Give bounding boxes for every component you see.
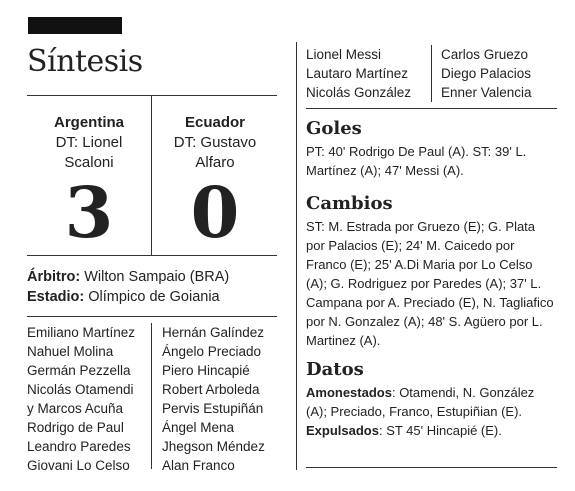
referee-label: Árbitro: — [27, 269, 81, 285]
datos-expulsados — [306, 421, 556, 440]
player-name: Pervis Estupiñán — [162, 401, 264, 416]
player-name: Lionel Messi — [306, 47, 382, 62]
divider-column — [296, 42, 297, 470]
player-name: Nahuel Molina — [27, 344, 114, 359]
datos-amonestados — [306, 383, 556, 421]
lineup-argentina-part1 — [27, 323, 135, 475]
datos-heading: Datos — [306, 359, 364, 380]
player-name: Alan Franco — [162, 458, 235, 473]
divider-top — [27, 95, 277, 96]
player-name: Leandro Paredes — [27, 439, 131, 454]
player-name: Giovani Lo Celso — [27, 458, 130, 473]
team-home — [27, 113, 151, 173]
divider-lineups-vertical — [151, 323, 152, 469]
player-name: Piero Hincapié — [162, 363, 250, 378]
team-away-coach-line2: Alfaro — [195, 154, 235, 171]
divider-lineups-vertical-2 — [431, 45, 432, 102]
player-name: Nicolás González — [306, 85, 412, 100]
goles-text: PT: 40' Rodrigo De Paul (A). ST: 39' L. Martínez (A); 47' Messi (A). — [306, 144, 527, 178]
expulsados-text: : ST 45' Hincapié (E). — [378, 423, 502, 438]
referee-value: Wilton Sampaio (BRA) — [84, 269, 230, 285]
player-name: Ángel Mena — [162, 420, 235, 435]
player-name: Rodrigo de Paul — [27, 420, 124, 435]
stadium-label: Estadio: — [27, 289, 85, 305]
score-away: 0 — [190, 171, 240, 254]
stadium-line — [27, 287, 220, 307]
player-name: Jhegson Méndez — [162, 439, 265, 454]
team-home-coach-line1: DT: Lionel — [55, 134, 123, 151]
player-name: Hernán Galíndez — [162, 325, 265, 340]
lineup-ecuador-part1 — [162, 323, 265, 475]
player-name: Nicolás Otamendi — [27, 382, 134, 397]
divider-lineups — [27, 316, 277, 317]
divider-right-bottom — [306, 467, 557, 468]
team-away-coach-line1: DT: Gustavo — [173, 134, 257, 151]
team-away — [153, 113, 277, 173]
expulsados-label: Expulsados — [306, 423, 379, 438]
score-home: 3 — [64, 171, 114, 254]
goles-heading: Goles — [306, 118, 362, 139]
cambios-text: ST: M. Estrada por Gruezo (E); G. Plata por Palacios (E); 24' M. Caicedo por Franco (E); 25' A.Di Maria por Lo Celso (A); G. Rodriguez por Paredes (A); 37' L. Campana por A. Preciado (E), N. Tagliafico por N. Gonzalez (A); 48' S. Agüero por L. Martinez (A). — [306, 219, 554, 348]
player-name: Ángelo Preciado — [162, 344, 262, 359]
player-name: y Marcos Acuña — [27, 401, 124, 416]
section-marker-bar — [28, 17, 122, 34]
lineup-ecuador-part2 — [441, 45, 532, 102]
player-name: Diego Palacios — [441, 66, 532, 81]
stadium-value: Olímpico de Goiania — [88, 289, 220, 305]
player-name: Carlos Gruezo — [441, 47, 529, 62]
divider-teams — [151, 95, 152, 255]
cambios-heading: Cambios — [306, 193, 393, 214]
player-name: Lautaro Martínez — [306, 66, 409, 81]
divider-scores — [27, 255, 277, 256]
player-name: Emiliano Martínez — [27, 325, 136, 340]
team-home-name: Argentina — [53, 114, 124, 131]
team-home-coach-line2: Scaloni — [64, 154, 114, 171]
team-away-name: Ecuador — [184, 114, 245, 131]
lineup-argentina-part2 — [306, 45, 411, 102]
referee-line — [27, 267, 229, 287]
player-name: Enner Valencia — [441, 85, 532, 100]
player-name: Germán Pezzella — [27, 363, 131, 378]
amonestados-label: Amonestados — [306, 385, 392, 400]
amonestados-text: : Otamendi, N. González (A); Preciado, Franco, Estupiñian (E). — [306, 385, 535, 419]
player-name: Robert Arboleda — [162, 382, 260, 397]
divider-right-top — [306, 108, 557, 109]
page-title: Síntesis — [27, 44, 143, 79]
